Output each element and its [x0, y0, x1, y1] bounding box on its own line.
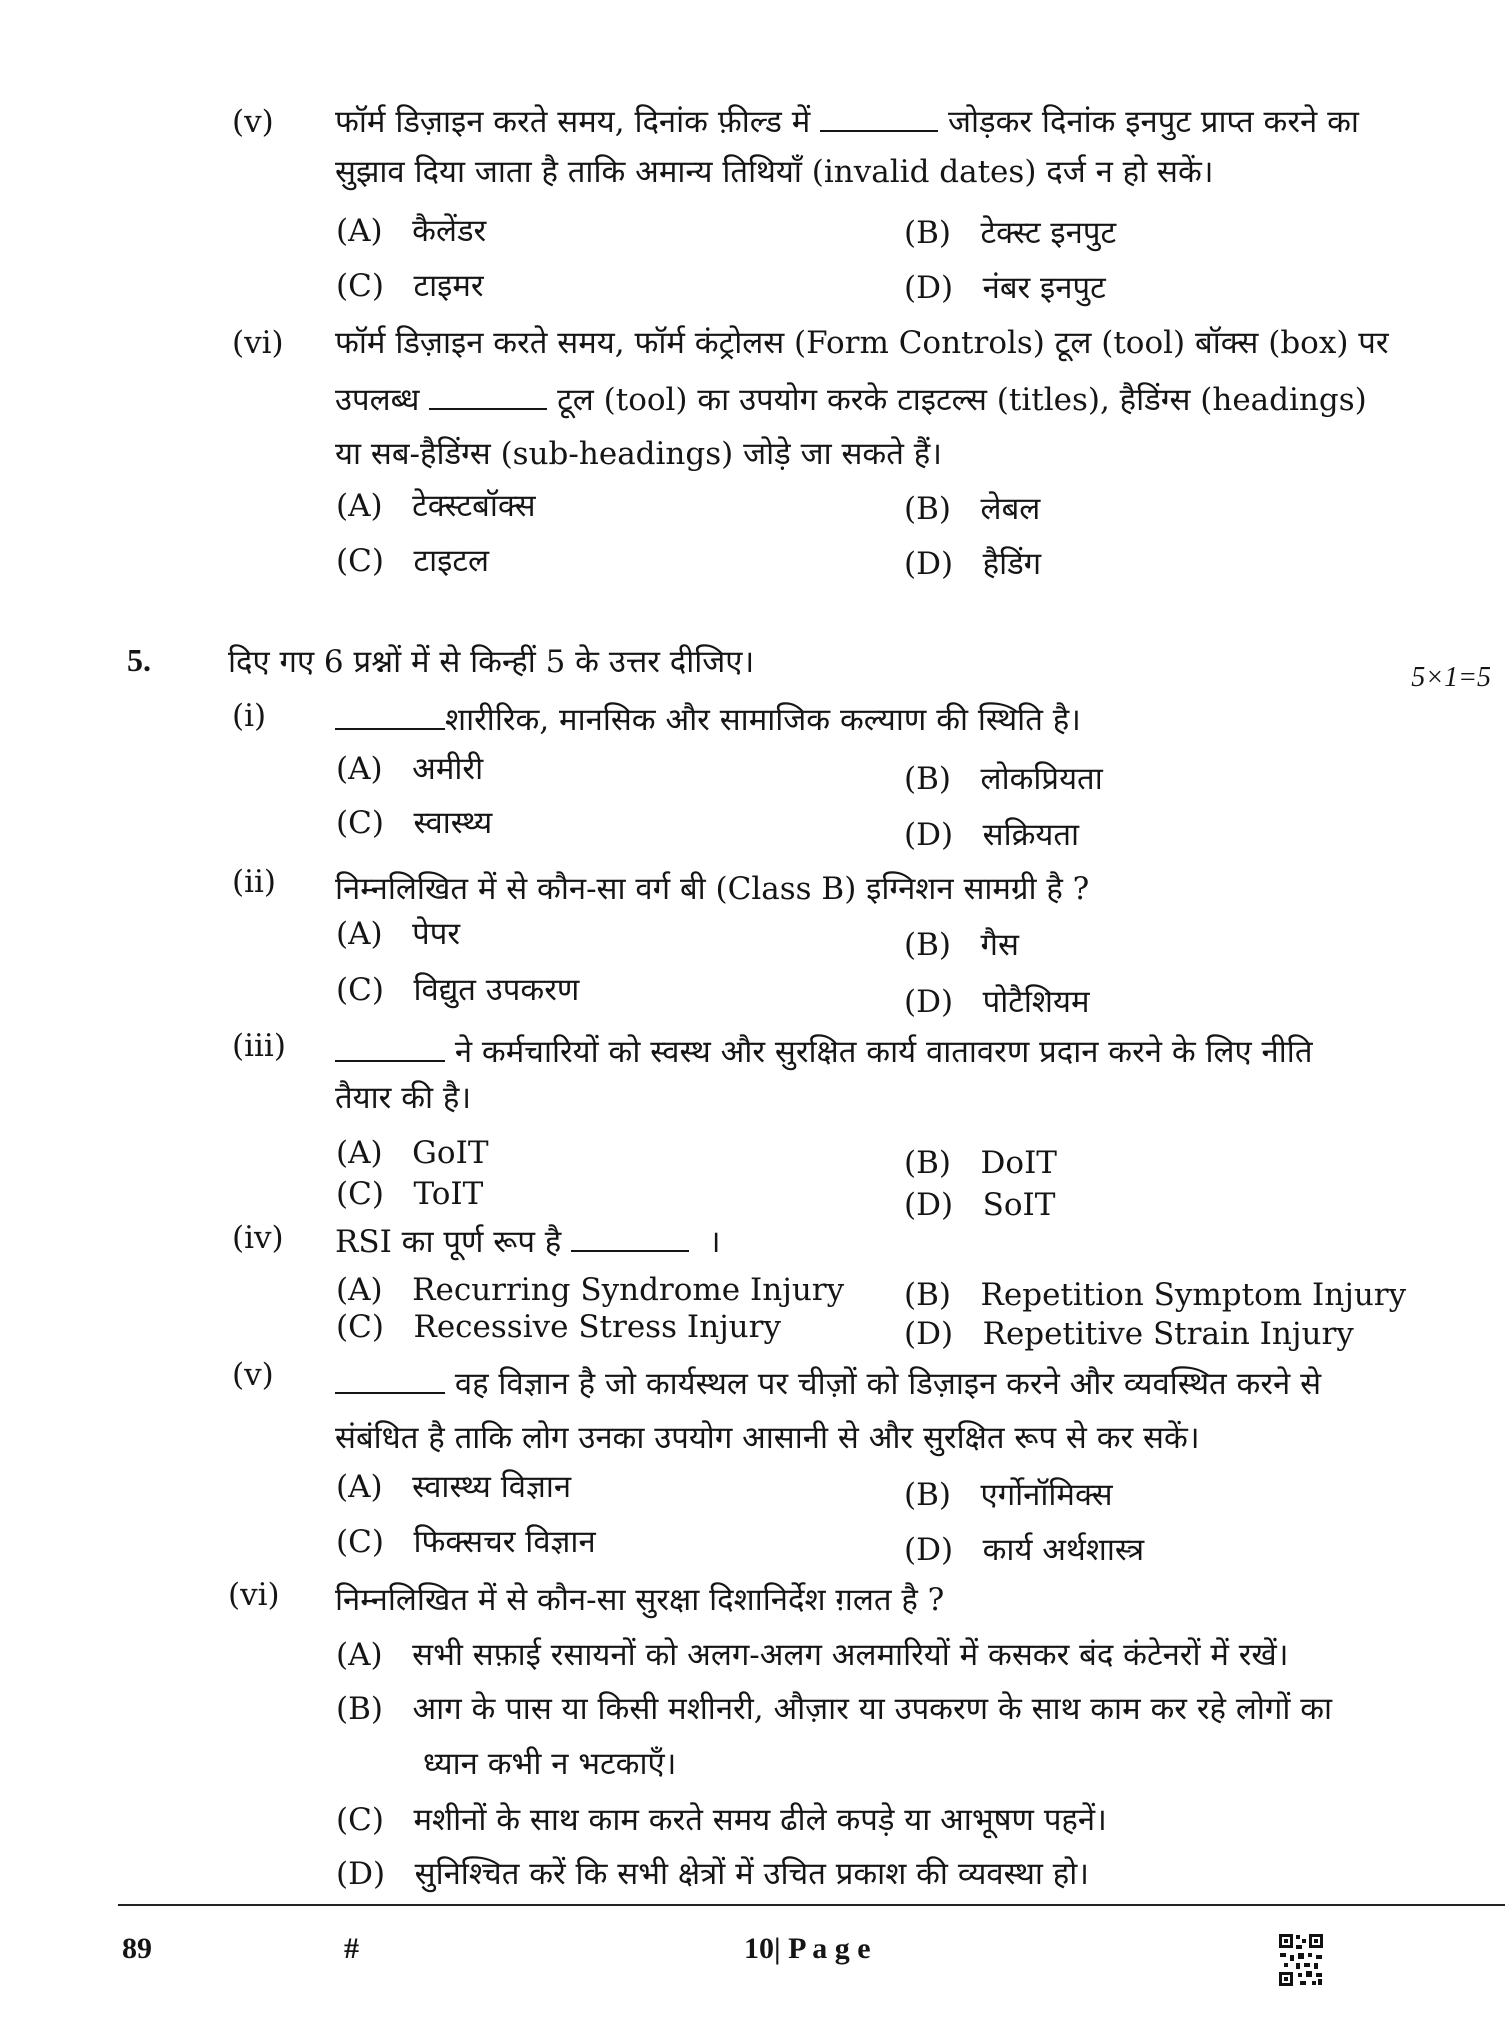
q5-i-option-b: (B) लोकप्रियता — [904, 761, 1103, 797]
fill-blank — [335, 1038, 445, 1062]
qr-code-icon — [1278, 1933, 1324, 1987]
q4-v-number: (v) — [232, 104, 274, 140]
q5-iii-option-b: (B) DoIT — [904, 1145, 1057, 1181]
q5-v-option-d: (D) कार्य अर्थशास्त्र — [904, 1532, 1145, 1568]
q5-ii-option-a: (A) पेपर — [336, 916, 461, 952]
q5-vi-option-c: (C) मशीनों के साथ काम करते समय ढीले कपड़े या आभूषण पहनें। — [336, 1802, 1107, 1838]
q5-v-stem-line2: संबंधित है ताकि लोग उनका उपयोग आसानी से और सुरक्षित रूप से कर सकें। — [335, 1420, 1200, 1456]
q5-i-option-c: (C) स्वास्थ्य — [336, 805, 493, 841]
q5-iii-option-a: (A) GoIT — [336, 1135, 489, 1171]
q5-v-option-b: (B) एर्गोनॉमिक्स — [904, 1477, 1113, 1513]
q5-iv-option-b: (B) Repetition Symptom Injury — [904, 1277, 1407, 1313]
q5-vi-option-b-line1: (B) आग के पास या किसी मशीनरी, औज़ार या उपकरण के साथ काम कर रहे लोगों का — [336, 1691, 1333, 1727]
q5-instruction: दिए गए 6 प्रश्नों में से किन्हीं 5 के उत्तर दीजिए। — [228, 644, 755, 680]
q5-ii-option-d: (D) पोटैशियम — [904, 984, 1090, 1020]
fill-blank — [429, 386, 547, 410]
q4-v-option-a: (A) कैलेंडर — [336, 213, 487, 249]
footer-rule — [118, 1904, 1505, 1906]
q5-v-option-c: (C) फिक्सचर विज्ञान — [336, 1524, 596, 1560]
fill-blank — [335, 706, 445, 730]
q5-iv-option-a: (A) Recurring Syndrome Injury — [336, 1272, 845, 1308]
q5-iii-number: (iii) — [232, 1028, 286, 1064]
q5-vi-stem: निम्नलिखित में से कौन-सा सुरक्षा दिशानिर्देश ग़लत है ? — [335, 1582, 945, 1618]
q4-vi-stem-line3: या सब-हैडिंग्स (sub-headings) जोड़े जा सकते हैं। — [335, 436, 942, 472]
q5-vi-number: (vi) — [228, 1577, 280, 1613]
q4-vi-stem-line1: फॉर्म डिज़ाइन करते समय, फॉर्म कंट्रोलस (Form Controls) टूल (tool) बॉक्स (box) पर — [335, 325, 1389, 361]
q4-v-stem-line1: फॉर्म डिज़ाइन करते समय, दिनांक फ़ील्ड में जोड़कर दिनांक इनपुट प्राप्त करने का — [335, 104, 1359, 140]
q5-v-stem-line1: वह विज्ञान है जो कार्यस्थल पर चीज़ों को डिज़ाइन करने और व्यवस्थित करने से — [335, 1364, 1321, 1404]
q5-i-option-d: (D) सक्रियता — [904, 817, 1080, 853]
q4-vi-option-a: (A) टेक्स्टबॉक्स — [336, 488, 536, 524]
q5-v-number: (v) — [232, 1357, 274, 1393]
fill-blank — [335, 1370, 445, 1394]
q5-iv-number: (iv) — [232, 1220, 284, 1256]
q5-number: 5. — [127, 642, 151, 678]
q4-vi-option-c: (C) टाइटल — [336, 543, 490, 579]
q5-iii-stem-line1: ने कर्मचारियों को स्वस्थ और सुरक्षित कार्य वातावरण प्रदान करने के लिए नीति — [335, 1032, 1313, 1072]
fill-blank — [820, 108, 938, 132]
q5-marks: 5×1=5 — [1411, 662, 1491, 693]
q5-iv-stem: RSI का पूर्ण रूप है । — [335, 1224, 721, 1260]
q5-i-stem: शारीरिक, मानसिक और सामाजिक कल्याण की स्थिति है। — [335, 700, 1081, 740]
q5-i-number: (i) — [232, 698, 267, 734]
q5-ii-option-b: (B) गैस — [904, 927, 1019, 963]
q5-iv-option-c: (C) Recessive Stress Injury — [336, 1309, 781, 1345]
q5-vi-option-d: (D) सुनिश्चित करें कि सभी क्षेत्रों में उचित प्रकाश की व्यवस्था हो। — [336, 1856, 1090, 1892]
q5-ii-number: (ii) — [232, 864, 277, 900]
q5-vi-option-b-line2: ध्यान कभी न भटकाएँ। — [423, 1746, 677, 1782]
q5-v-option-a: (A) स्वास्थ्य विज्ञान — [336, 1469, 572, 1505]
q5-iii-stem-line2: तैयार की है। — [335, 1080, 472, 1116]
q4-v-option-b: (B) टेक्स्ट इनपुट — [904, 215, 1117, 251]
q4-v-option-c: (C) टाइमर — [336, 268, 484, 304]
q4-vi-option-b: (B) लेबल — [904, 491, 1041, 527]
q4-v-stem-line2: सुझाव दिया जाता है ताकि अमान्य तिथियाँ (invalid dates) दर्ज न हो सकें। — [335, 154, 1214, 190]
page-number: 10| P a g e — [744, 1932, 871, 1965]
q5-vi-option-a: (A) सभी सफ़ाई रसायनों को अलग-अलग अलमारियों में कसकर बंद कंटेनरों में रखें। — [336, 1637, 1289, 1673]
footer-hash: # — [344, 1932, 359, 1965]
q5-iii-option-d: (D) SoIT — [904, 1187, 1056, 1223]
q5-iv-option-d: (D) Repetitive Strain Injury — [904, 1316, 1354, 1352]
q4-v-option-d: (D) नंबर इनपुट — [904, 270, 1106, 306]
paper-code: 89 — [122, 1932, 152, 1965]
q5-ii-option-c: (C) विद्युत उपकरण — [336, 972, 580, 1008]
q5-iii-option-c: (C) ToIT — [336, 1176, 484, 1212]
fill-blank — [571, 1228, 689, 1252]
q5-ii-stem: निम्नलिखित में से कौन-सा वर्ग बी (Class B) इग्निशन सामग्री है ? — [335, 871, 1090, 907]
q5-i-option-a: (A) अमीरी — [336, 751, 484, 787]
q4-vi-option-d: (D) हैडिंग — [904, 546, 1042, 582]
q4-vi-number: (vi) — [232, 325, 284, 361]
q4-vi-stem-line2: उपलब्ध टूल (tool) का उपयोग करके टाइटल्स (titles), हैडिंग्स (headings) — [335, 382, 1367, 418]
